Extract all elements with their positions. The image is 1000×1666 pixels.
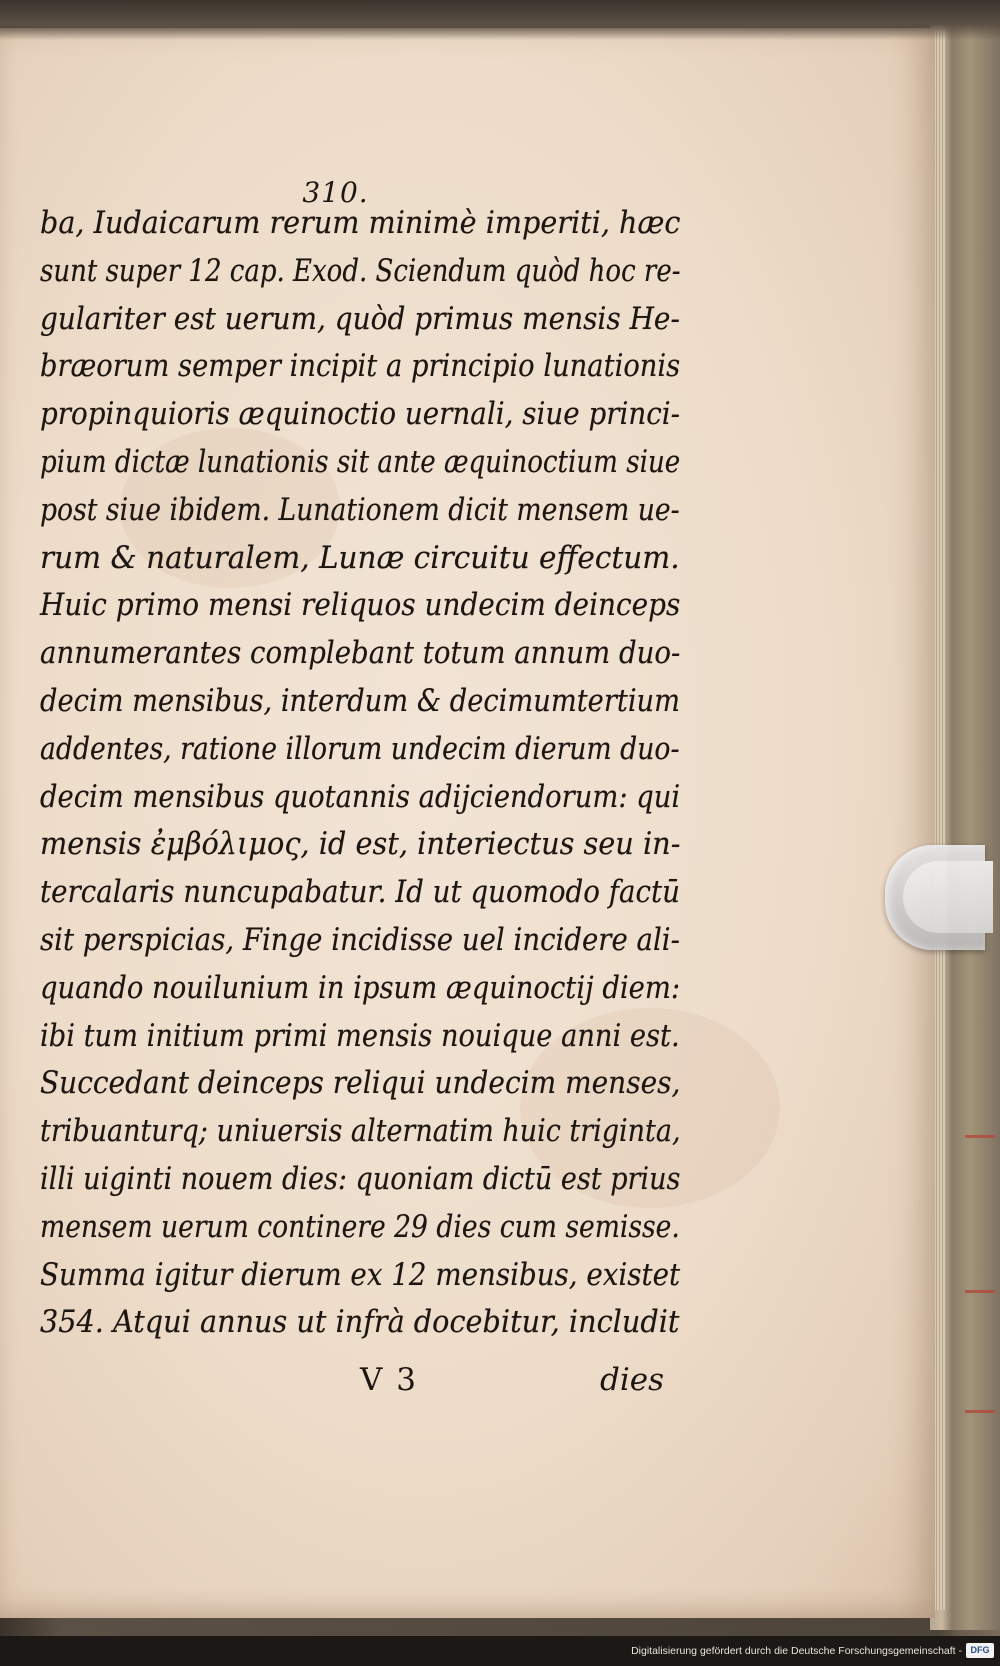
text-line: illi uiginti nouem dies: quoniam dictū est prius	[40, 1160, 681, 1197]
text-line: ba, Iudaicarum rerum minimè imperiti, hæc	[40, 205, 681, 241]
text-line: ibi tum initium primi mensis nouique anni est.	[40, 1017, 680, 1054]
text-line: decim mensibus quotannis adijciendorum: qui	[40, 778, 681, 815]
text-line: post siue ibidem. Lunationem dicit mensem ue-	[40, 491, 680, 528]
text-line: mensis ἐμβόλιμος, id est, interiectus seu in-	[40, 826, 681, 863]
dfg-logo: DFG	[966, 1643, 994, 1658]
ribbon-mark	[965, 1410, 995, 1413]
text-line: bræorum semper incipit a principio lunationis	[40, 348, 681, 385]
top-edge-shadow	[0, 0, 1000, 40]
text-line: rum & naturalem, Lunæ circuitu effectum.	[40, 539, 680, 576]
page-clip-inner	[903, 861, 993, 933]
text-line: decim mensibus, interdum & decimumtertium	[40, 682, 680, 719]
text-line: annumerantes complebant totum annum duo-	[40, 635, 681, 672]
ribbon-mark	[965, 1290, 995, 1293]
text-line: Huic primo mensi reliquos undecim deinceps	[40, 587, 681, 624]
text-line: mensem uerum continere 29 dies cum semisse.	[40, 1208, 680, 1245]
text-line: 354. Atqui annus ut infrà docebitur, includit	[40, 1304, 680, 1341]
body-text	[40, 200, 685, 1347]
text-line: sunt super 12 cap. Exod. Sciendum quòd hoc re-	[40, 252, 681, 289]
text-line: Succedant deinceps reliqui undecim menses,	[40, 1065, 681, 1102]
text-line: tercalaris nuncupabatur. Id ut quomodo factū	[40, 874, 680, 911]
text-line: sit perspicias, Finge incidisse uel incidere ali-	[40, 921, 680, 958]
text-line: quando nouilunium in ipsum æquinoctij diem:	[40, 969, 681, 1006]
page-clip	[885, 845, 985, 950]
footer-credit: Digitalisierung gefördert durch die Deutsche Forschungsgemeinschaft -	[631, 1645, 962, 1657]
signature-mark: V 3	[360, 1362, 418, 1398]
text-line: tribuanturq; uniuersis alternatim huic triginta,	[40, 1113, 681, 1150]
text-line: addentes, ratione illorum undecim dierum duo-	[40, 730, 680, 767]
catchword: dies	[600, 1362, 665, 1398]
text-line: pium dictæ lunationis sit ante æquinoctium siue	[40, 443, 681, 480]
text-line: Summa igitur dierum ex 12 mensibus, existet	[40, 1256, 681, 1293]
text-line: gulariter est uerum, quòd primus mensis He-	[40, 300, 680, 337]
page-number-text: 310.	[302, 176, 369, 209]
ribbon-mark	[965, 1135, 995, 1138]
text-line: propinquioris æquinoctio uernali, siue princi-	[40, 396, 680, 433]
